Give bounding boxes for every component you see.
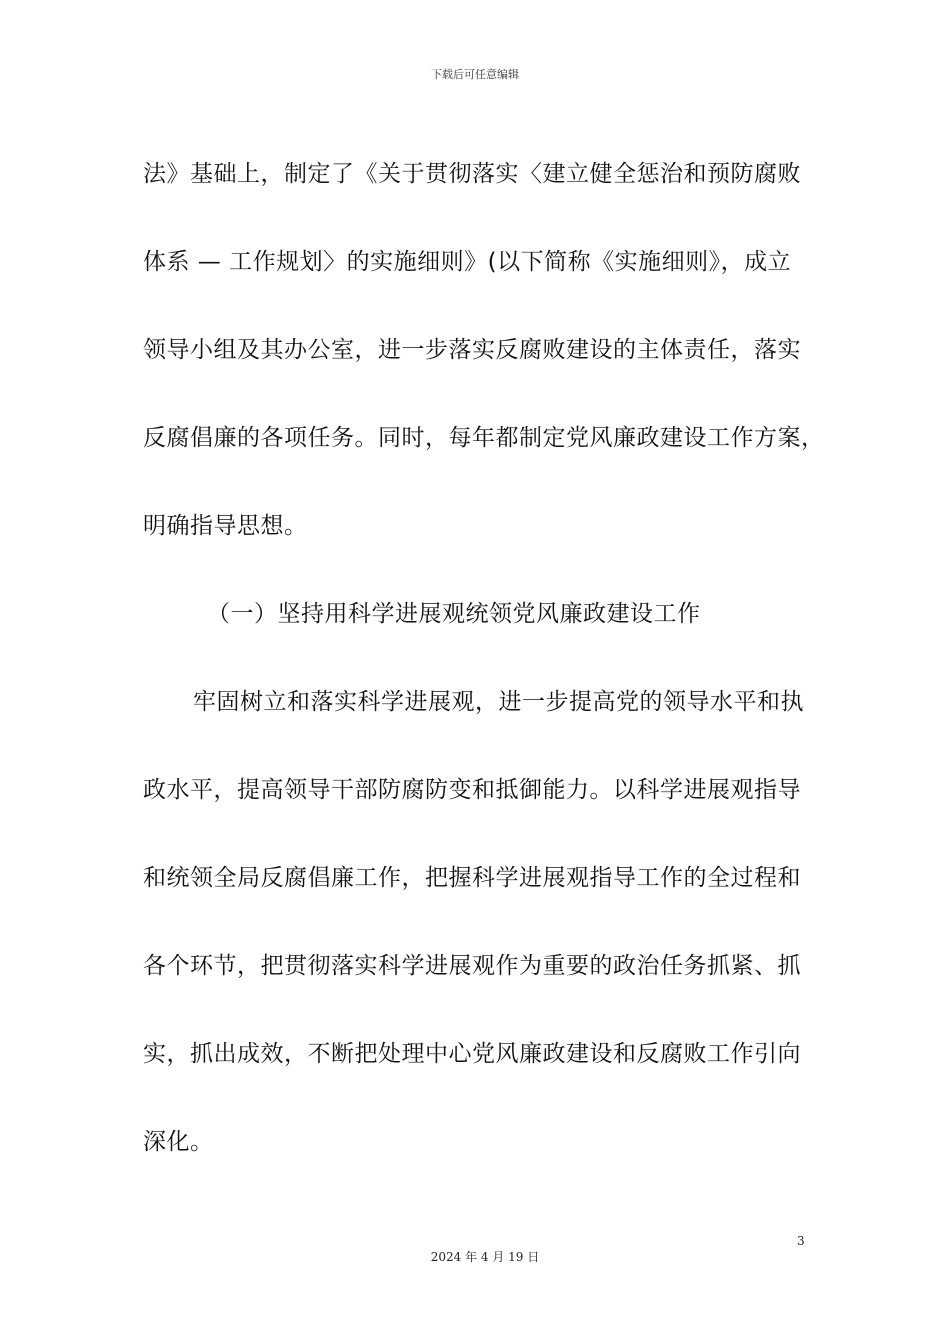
paragraph-line: 反腐倡廉的各项任务。同时，每年都制定党风廉政建设工作方案， (143, 425, 825, 451)
paragraph-line: 体系 — 工作规划〉的实施细则》(以下简称《实施细则》，成立 (143, 249, 792, 275)
paragraph-line: 领导小组及其办公室，进一步落实反腐败建设的主体责任，落实 (143, 337, 801, 363)
paragraph-line: 实，抓出成效，不断把处理中心党风廉政建设和反腐败工作引向 (143, 1041, 801, 1067)
paragraph-line: 明确指导思想。 (143, 513, 308, 539)
paragraph-line: 政水平，提高领导干部防腐防变和抵御能力。以科学进展观指导 (143, 777, 801, 803)
document-body (143, 130, 825, 1186)
footer-date: 2024 年 4 月 19 日 (430, 1250, 540, 1264)
paragraph-line: 法》基础上，制定了《关于贯彻落实〈建立健全惩治和预防腐败 (143, 161, 801, 187)
paragraph-line: 深化。 (143, 1129, 214, 1155)
section-heading: （一）坚持用科学进展观统领党风廉政建设工作 (207, 601, 701, 627)
page-number: 3 (797, 1234, 805, 1248)
paragraph-line: 和统领全局反腐倡廉工作，把握科学进展观指导工作的全过程和 (143, 865, 801, 891)
paragraph-line: 牢固树立和落实科学进展观，进一步提高党的领导水平和执 (193, 689, 804, 715)
page-header: 下载后可任意编辑 (431, 68, 519, 81)
paragraph-line: 各个环节，把贯彻落实科学进展观作为重要的政治任务抓紧、抓 (143, 953, 801, 979)
